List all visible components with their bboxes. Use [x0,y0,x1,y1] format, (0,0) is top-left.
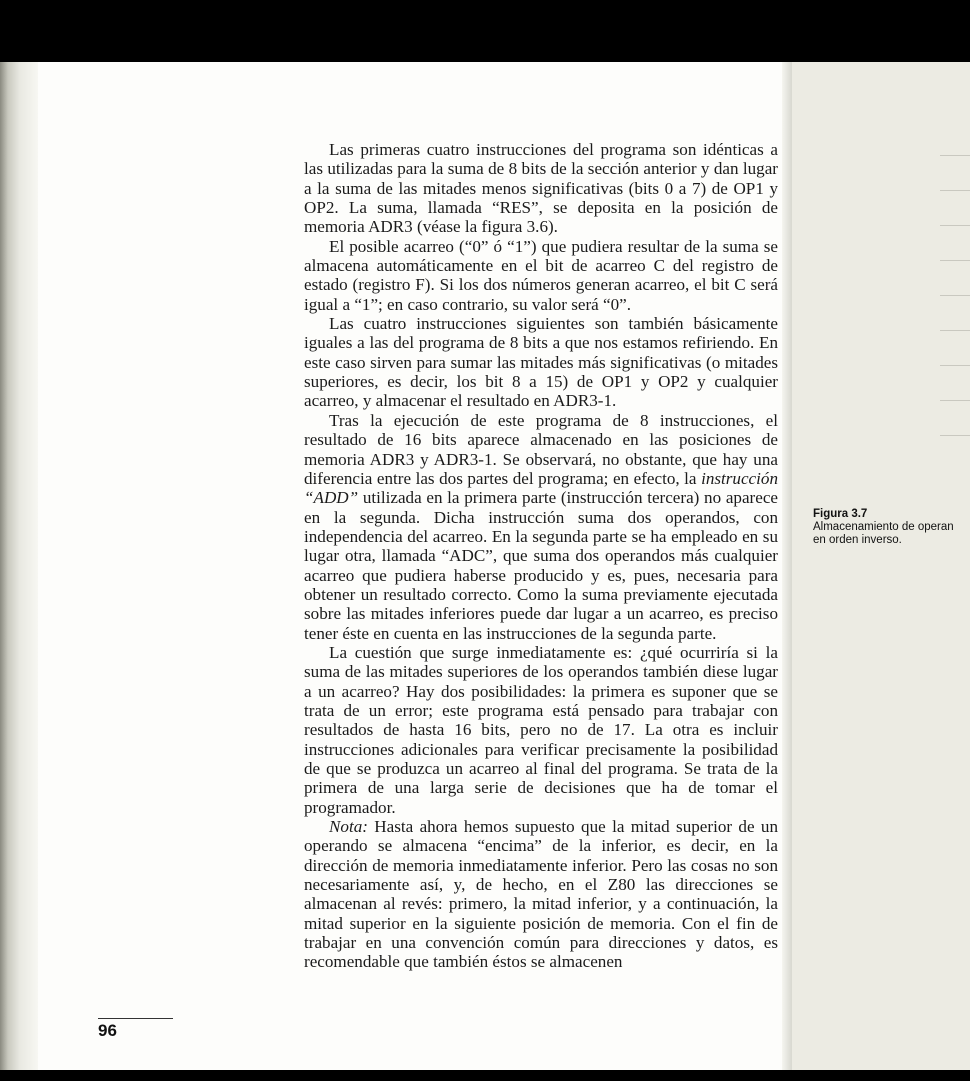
paragraph-4-text-a: Tras la ejecución de este programa de 8 instrucciones, el resultado de 16 bits aparece almacenado en las posiciones de memoria ADR3 y ADR3-1. Se observará, no obstante, que hay una diferencia entre las dos partes del programa; en efecto, la [304,410,778,488]
paragraph-6 [304,817,778,972]
figure-caption [813,508,954,547]
paragraph-5: La cuestión que surge inmediatamente es: ¿qué ocurriría si la suma de las mitades superiores de los operandos también diese lugar a un acarreo? Hay dos posibilidades: la primera es suponer que se trata de un error; este programa está pensado para trabajar con resultados de hasta 16 bits, pero no de 17. La otra es incluir instrucciones adicionales para verificar precisamente la posibilidad de que se produzca un acarreo al final del programa. Se trata de la primera de una larga serie de decisiones que ha de tomar el programador. [304,642,778,817]
note-label: Nota: [329,817,368,837]
figure-label: Figura 3.7 [813,508,868,520]
add-instruction-emphasis: instrucción “ADD” [304,468,778,508]
figure-caption-line-2: en orden inverso. [813,534,902,546]
paragraph-4-text-b: utilizada en la primera parte (instrucción tercera) no aparece en la segunda. Dicha instrucción suma dos operandos, con independencia del acarreo. En la segunda parte se ha empleado en su lugar otra, llamada “ADC”, que suma dos operandos más cualquier acarreo que pudiera haberse producido y es, pues, necesaria para obtener un resultado correcto. Como la suma previamente ejecutada sobre las mitades inferiores puede dar lugar a un acarreo, es preciso tener éste en cuenta en las instrucciones de la segunda parte. [304,488,778,643]
paragraph-3: Las cuatro instrucciones siguientes son también básicamente iguales a las del programa de 8 bits a que nos estamos refiriendo. En este caso sirven para sumar las mitades más significativas (o mitades superiores, es decir, los bit 8 a 15) de OP1 y OP2 y cualquier acarreo, y almacenar el resultado en ADR3-1. [304,314,778,411]
page-number: 96 [98,1021,117,1040]
figure-caption-line-1: Almacenamiento de operan [813,521,954,533]
note-text: Hasta ahora hemos supuesto que la mitad superior de un operando se almacena “encima” de la inferior, es decir, en la dirección de memoria inmediatamente inferior. Pero las cosas no son necesariamente así, y, de hecho, en el Z80 las direcciones se almacenan al revés: primero, la mitad inferior, y a continuación, la mitad superior en la siguiente posición de memoria. Con el fin de trabajar en una convención común para direcciones y datos, es recomendable que también éstos se almacenen [304,817,778,972]
book-spine-shadow [0,62,38,1070]
body-text [304,140,778,972]
page-number-rule [98,1018,173,1019]
page-edge-shadow [782,62,792,1070]
paragraph-2: El posible acarreo (“0” ó “1”) que pudiera resultar de la suma se almacena automáticamente en el bit de acarreo C del registro de estado (registro F). Si los dos números generan acarreo, el bit C será igual a “1”; en caso contrario, su valor será “0”. [304,236,778,314]
facing-page-table-lines [940,155,970,470]
paragraph-4 [304,411,778,643]
paragraph-1: Las primeras cuatro instrucciones del programa son idénticas a las utilizadas para la suma de 8 bits de la sección anterior y dan lugar a la suma de las mitades menos significativas (bits 0 a 7) de OP1 y OP2. La suma, llamada “RES”, se deposita en la posición de memoria ADR3 (véase la figura 3.6). [304,140,778,237]
